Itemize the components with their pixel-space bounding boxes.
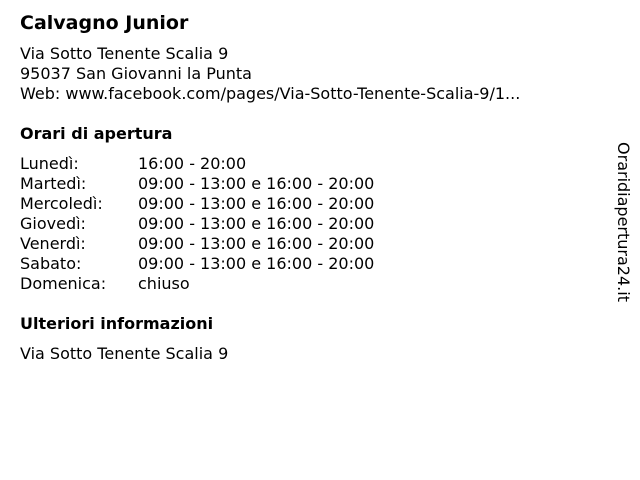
address-block bbox=[20, 44, 520, 104]
day-hours: 09:00 - 13:00 e 16:00 - 20:00 bbox=[138, 214, 375, 233]
day-label: Lunedì: bbox=[20, 154, 79, 173]
day-label: Sabato: bbox=[20, 254, 82, 273]
business-name: Calvagno Junior bbox=[20, 12, 189, 34]
hours-row-wednesday bbox=[20, 194, 440, 214]
more-info-text: Via Sotto Tenente Scalia 9 bbox=[20, 344, 229, 363]
day-hours: 09:00 - 13:00 e 16:00 - 20:00 bbox=[138, 234, 375, 253]
hours-row-tuesday bbox=[20, 174, 440, 194]
opening-hours-table bbox=[20, 154, 440, 294]
more-info-heading: Ulteriori informazioni bbox=[20, 314, 214, 333]
website-link[interactable]: Web: www.facebook.com/pages/Via-Sotto-Tenente-Scalia-9/1... bbox=[20, 84, 521, 103]
opening-hours-heading: Orari di apertura bbox=[20, 124, 173, 143]
hours-row-thursday bbox=[20, 214, 440, 234]
site-watermark: Oraridiapertura24.it bbox=[614, 142, 633, 302]
address-city: 95037 San Giovanni la Punta bbox=[20, 64, 252, 83]
day-label: Venerdì: bbox=[20, 234, 86, 253]
day-label: Domenica: bbox=[20, 274, 107, 293]
day-hours: 16:00 - 20:00 bbox=[138, 154, 247, 173]
day-label: Giovedì: bbox=[20, 214, 86, 233]
hours-row-friday bbox=[20, 234, 440, 254]
day-hours: 09:00 - 13:00 e 16:00 - 20:00 bbox=[138, 174, 375, 193]
day-hours: chiuso bbox=[138, 274, 190, 293]
day-hours: 09:00 - 13:00 e 16:00 - 20:00 bbox=[138, 254, 375, 273]
day-label: Martedì: bbox=[20, 174, 87, 193]
day-hours: 09:00 - 13:00 e 16:00 - 20:00 bbox=[138, 194, 375, 213]
hours-row-monday bbox=[20, 154, 440, 174]
hours-row-sunday bbox=[20, 274, 440, 294]
day-label: Mercoledì: bbox=[20, 194, 103, 213]
hours-row-saturday bbox=[20, 254, 440, 274]
address-street: Via Sotto Tenente Scalia 9 bbox=[20, 44, 229, 63]
